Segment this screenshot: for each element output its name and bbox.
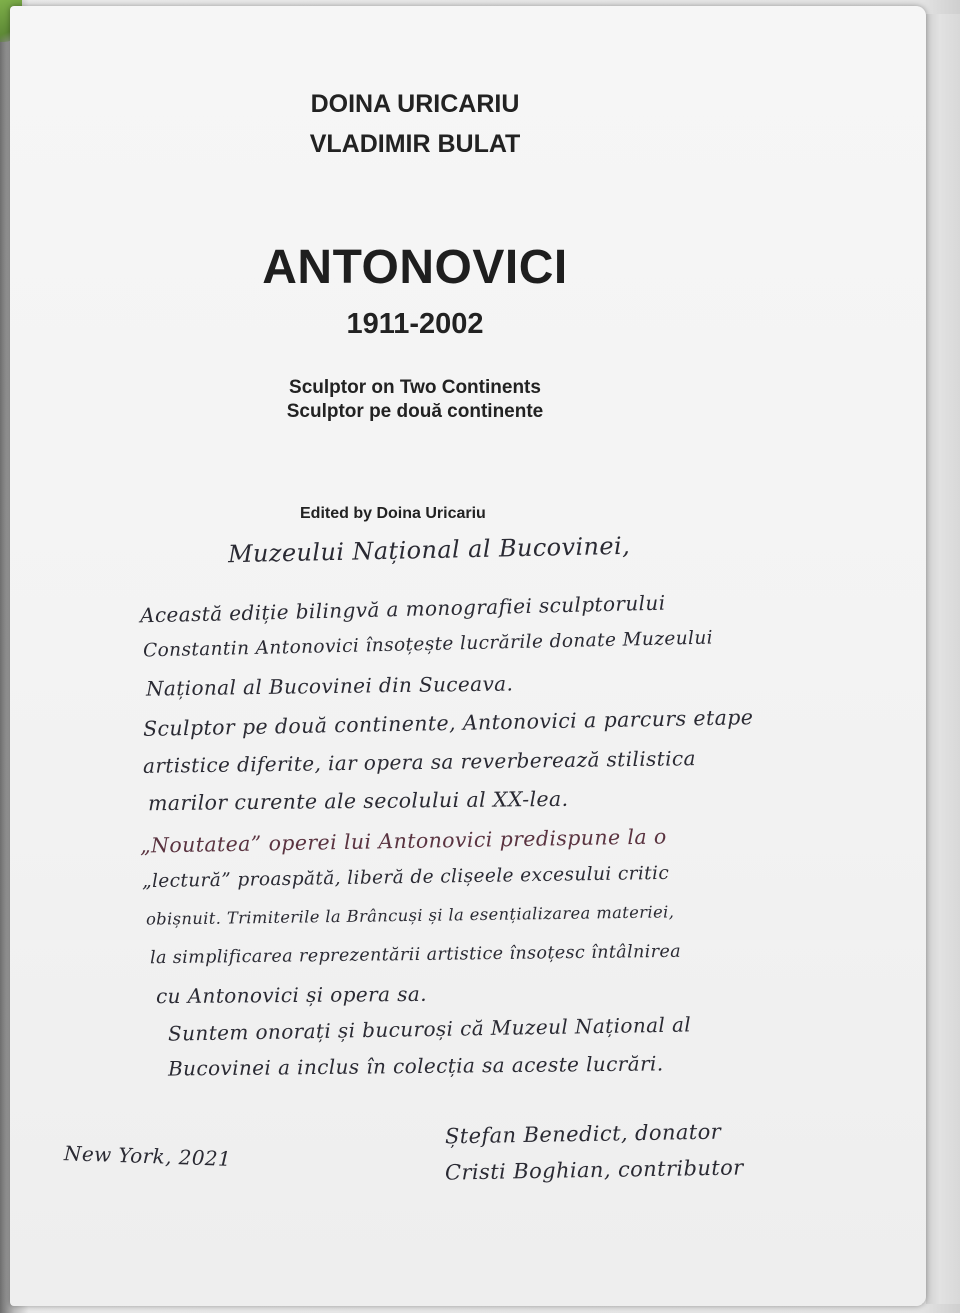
dedication-line: Această ediție bilingvă a monografiei sculptorului xyxy=(139,590,666,628)
dedication-line: Suntem onorați și bucuroși că Muzeul Național al xyxy=(167,1012,692,1046)
book-page-edges xyxy=(926,14,960,1304)
subtitle-block xyxy=(200,376,630,424)
author-name: DOINA URICARIU xyxy=(310,90,520,118)
dedication-line: marilor curente ale secolului al XX-lea. xyxy=(147,786,569,816)
dedication-line: Național al Bucovinei din Suceava. xyxy=(145,671,514,701)
dedication-line: obișnuit. Trimiterile la Brâncuși și la esențializarea materiei, xyxy=(145,902,675,929)
edited-by-line: Edited by Doina Uricariu xyxy=(300,505,486,522)
signature-line: Cristi Boghian, contributor xyxy=(444,1155,744,1185)
dedication-line: Sculptor pe două continente, Antonovici a parcurs etape xyxy=(142,705,754,741)
dedication-line: la simplificarea reprezentării artistice însoțesc întâlnirea xyxy=(149,941,682,969)
dedication-line: „lectură” proaspătă, liberă de clișeele excesului critic xyxy=(141,862,670,893)
subtitle-romanian: Sculptor pe două continente xyxy=(286,401,544,422)
dedication-line: „Noutatea” operei lui Antonovici predispune la o xyxy=(139,824,667,858)
subtitle-english: Sculptor on Two Continents xyxy=(289,377,541,398)
dedication-line: Constantin Antonovici însoțește lucrările donate Muzeului xyxy=(142,627,714,662)
signature-line: Ștefan Benedict, donator xyxy=(444,1119,722,1149)
dedication-line: artistice diferite, iar opera sa reverberează stilistica xyxy=(142,746,697,778)
dedication-line: cu Antonovici și opera sa. xyxy=(155,981,428,1009)
book-title: ANTONOVICI xyxy=(262,241,568,294)
author-name: VLADIMIR BULAT xyxy=(309,130,521,158)
authors-block xyxy=(200,84,630,164)
dedication-salutation: Muzeului Național al Bucovinei, xyxy=(227,531,631,569)
dedication-line: Bucovinei a inclus în colecția sa aceste lucrări. xyxy=(167,1051,664,1081)
book-years: 1911-2002 xyxy=(346,308,484,340)
place-and-date: New York, 2021 xyxy=(63,1141,232,1171)
